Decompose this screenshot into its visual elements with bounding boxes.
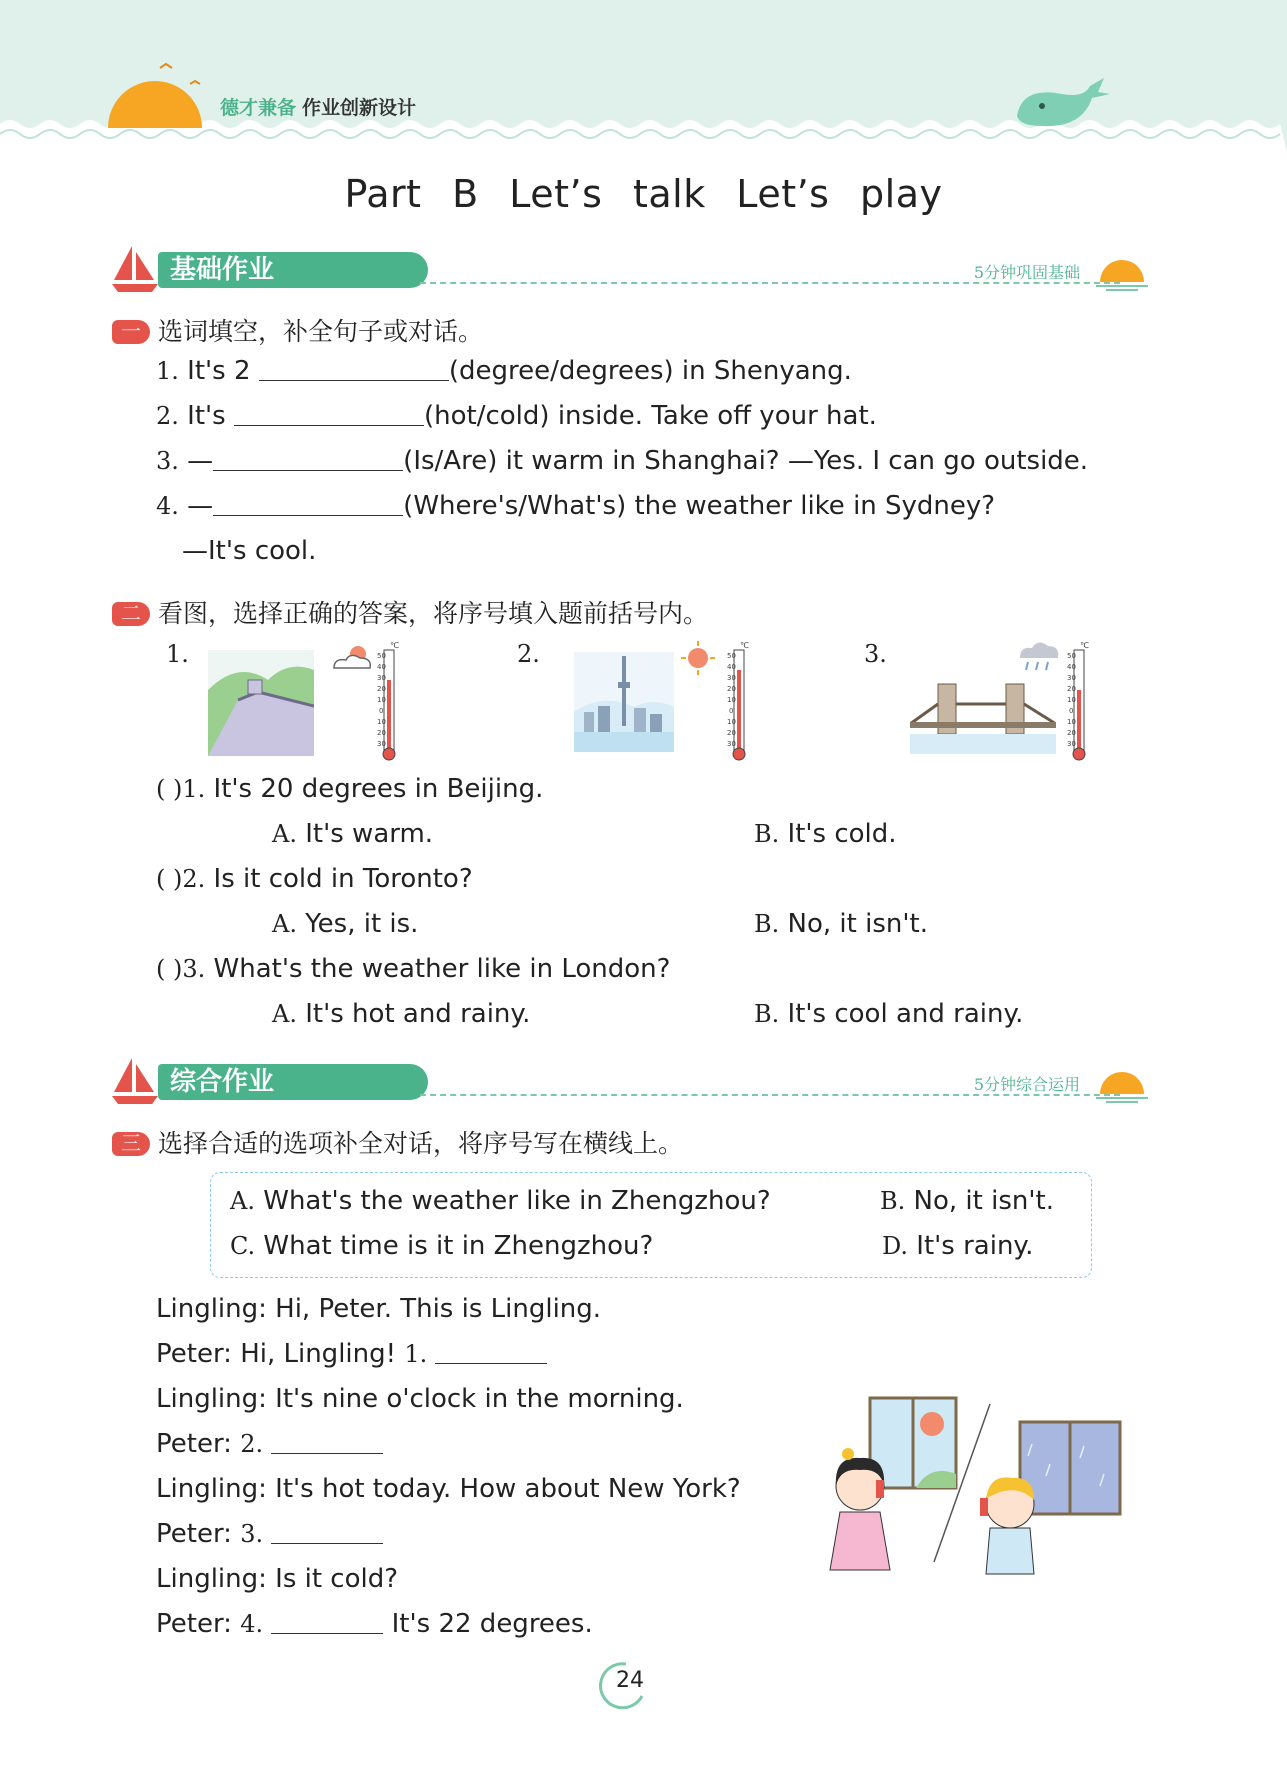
q2-q1-option-a[interactable] (272, 819, 433, 849)
svg-text:30: 30 (377, 674, 386, 682)
svg-text:30: 30 (727, 674, 736, 682)
dialogue-line-4-text: Peter: (156, 1429, 241, 1459)
section-basic-label: 基础作业 (158, 252, 428, 288)
section-basic-banner (110, 244, 1150, 304)
sun-logo-icon (100, 60, 210, 130)
q1-item-3 (156, 446, 1088, 476)
q1-item-2-number: 2. (156, 402, 179, 430)
q3-option-d (882, 1231, 1033, 1261)
great-wall-picture (208, 650, 314, 756)
sailboat-icon (110, 244, 160, 294)
q3-option-b-text: No, it isn't. (913, 1186, 1054, 1216)
q3-option-a-text: What's the weather like in Zhengzhou? (263, 1186, 771, 1216)
phone-call-illustration (820, 1394, 1130, 1580)
q1-item-2 (156, 401, 877, 431)
q2-q1-text: It's 20 degrees in Beijing. (213, 774, 544, 804)
dialogue-line-8 (156, 1609, 593, 1639)
svg-text:40: 40 (1067, 663, 1076, 671)
svg-text:20: 20 (377, 729, 386, 737)
q2-question-3 (156, 954, 670, 984)
dialogue-line-6 (156, 1519, 383, 1549)
rain-cloud-icon (1016, 636, 1062, 674)
dialogue-blank-3-number: 3. (240, 1520, 264, 1548)
svg-text:0: 0 (729, 707, 734, 715)
q1-item-4-answer: —It's cool. (182, 536, 317, 566)
svg-text:20: 20 (1067, 729, 1076, 737)
q3-option-c-letter: C. (230, 1232, 256, 1260)
svg-text:℃: ℃ (740, 641, 749, 650)
q1-instruction: 选词填空，补全句子或对话。 (158, 317, 484, 346)
page-title: Part B Let’s talk Let’s play (344, 172, 943, 216)
q1-item-2-blank[interactable] (234, 401, 424, 426)
section-basic-subtitle: 5分钟巩固基础 (973, 263, 1080, 282)
dialogue-line-2 (156, 1339, 547, 1369)
dialogue-line-7: Lingling: Is it cold? (156, 1564, 399, 1594)
q2-pic-3-number: 3. (864, 640, 887, 668)
svg-text:30: 30 (1067, 674, 1076, 682)
svg-text:10: 10 (377, 718, 386, 726)
svg-text:10: 10 (1067, 696, 1076, 704)
q1-item-3-post: (Is/Are) it warm in Shanghai? —Yes. I can go outside. (403, 446, 1089, 476)
q3-option-b (880, 1186, 1054, 1216)
q1-item-4-post: (Where's/What's) the weather like in Sydney? (403, 491, 996, 521)
sun-icon (680, 640, 716, 676)
q2-q2-option-b-letter: B. (754, 910, 780, 938)
q3-option-a-letter: A. (230, 1187, 255, 1215)
svg-text:30: 30 (377, 740, 386, 748)
q2-q3-option-b-letter: B. (754, 1000, 780, 1028)
svg-text:20: 20 (727, 729, 736, 737)
q2-question-1 (156, 774, 543, 804)
q1-item-1-blank[interactable] (259, 356, 449, 381)
svg-text:10: 10 (727, 696, 736, 704)
dialogue-blank-3[interactable] (271, 1519, 383, 1544)
q2-q3-option-a-text: It's hot and rainy. (305, 999, 531, 1029)
q3-number-badge: 三 (112, 1132, 150, 1156)
dialogue-blank-1[interactable] (435, 1339, 547, 1364)
q2-q1-option-b[interactable] (754, 819, 897, 849)
q3-option-c-text: What time is it in Zhengzhou? (263, 1231, 654, 1261)
dialogue-blank-4-number: 4. (240, 1610, 264, 1638)
dialogue-line-6-text: Peter: (156, 1519, 241, 1549)
svg-text:20: 20 (377, 685, 386, 693)
section-comprehensive-label: 综合作业 (158, 1064, 428, 1100)
dialogue-blank-1-number: 1. (404, 1340, 428, 1368)
q1-item-3-blank[interactable] (213, 446, 403, 471)
svg-text:30: 30 (727, 740, 736, 748)
q2-q2-text: Is it cold in Toronto? (213, 864, 473, 894)
q1-item-4-blank[interactable] (213, 491, 403, 516)
svg-text:30: 30 (1067, 740, 1076, 748)
svg-text:℃: ℃ (1080, 641, 1089, 650)
q1-item-1 (156, 356, 852, 386)
svg-text:0: 0 (1069, 707, 1074, 715)
svg-text:10: 10 (1067, 718, 1076, 726)
dialogue-line-1: Lingling: Hi, Peter. This is Lingling. (156, 1294, 602, 1324)
q2-q3-number: 3. (182, 955, 206, 983)
brand-black: 作业创新设计 (302, 97, 417, 119)
svg-text:20: 20 (727, 685, 736, 693)
dialogue-line-5: Lingling: It's hot today. How about New York? (156, 1474, 741, 1504)
q2-q1-option-b-letter: B. (754, 820, 780, 848)
q1-item-4-pre: — (187, 491, 214, 521)
q1-item-1-number: 1. (156, 357, 179, 385)
q1-item-1-post: (degree/degrees) in Shenyang. (448, 356, 852, 386)
q2-number-badge: 二 (112, 602, 150, 626)
q1-item-2-pre: It's (187, 401, 226, 431)
q3-option-b-letter: B. (880, 1187, 906, 1215)
q2-q3-text: What's the weather like in London? (213, 954, 671, 984)
q2-q1-option-a-text: It's warm. (305, 819, 434, 849)
svg-text:50: 50 (727, 652, 736, 660)
q2-q3-option-a-letter: A. (272, 1000, 297, 1028)
sunset-icon (1094, 252, 1150, 292)
q1-item-1-pre: It's 2 (187, 356, 251, 386)
section-comprehensive-subtitle: 5分钟综合运用 (973, 1075, 1080, 1094)
dialogue-line-2-text: Peter: Hi, Lingling! (156, 1339, 405, 1369)
q1-item-4 (156, 491, 995, 521)
q1-item-3-number: 3. (156, 447, 179, 475)
q3-option-c (230, 1231, 653, 1261)
q2-q2-paren[interactable]: ( ) (156, 865, 183, 893)
thermometer-1 (376, 640, 406, 762)
q2-q3-option-b[interactable] (754, 999, 1023, 1029)
q2-q3-paren[interactable]: ( ) (156, 955, 183, 983)
svg-text:50: 50 (377, 652, 386, 660)
sunset-icon (1094, 1064, 1150, 1104)
svg-text:10: 10 (377, 696, 386, 704)
section-comprehensive-banner (110, 1056, 1150, 1116)
q2-q2-option-b-text: No, it isn't. (787, 909, 928, 939)
svg-text:20: 20 (1067, 685, 1076, 693)
sailboat-icon (110, 1056, 160, 1106)
q3-option-d-letter: D. (882, 1232, 909, 1260)
q2-question-2 (156, 864, 473, 894)
q3-option-a (230, 1186, 771, 1216)
q1-item-4-number: 4. (156, 492, 179, 520)
tower-bridge-picture (910, 674, 1056, 754)
q3-heading (112, 1124, 683, 1160)
svg-text:40: 40 (727, 663, 736, 671)
brand-title (220, 93, 416, 120)
q2-q2-option-a[interactable] (272, 909, 418, 939)
dialogue-blank-4[interactable] (271, 1609, 383, 1634)
q2-q2-option-a-text: Yes, it is. (305, 909, 419, 939)
q2-q2-number: 2. (182, 865, 206, 893)
q2-instruction: 看图，选择正确的答案，将序号填入题前括号内。 (158, 599, 709, 628)
dialogue-line-3: Lingling: It's nine o'clock in the morning. (156, 1384, 684, 1414)
thermometer-3 (1066, 640, 1096, 762)
q1-heading (112, 312, 483, 348)
q2-q1-option-a-letter: A. (272, 820, 297, 848)
dialogue-line-4 (156, 1429, 383, 1459)
whale-icon (1012, 76, 1112, 132)
svg-text:℃: ℃ (390, 641, 399, 650)
sunny-cloudy-icon (330, 640, 376, 674)
thermometer-2 (726, 640, 756, 762)
q2-heading (112, 594, 708, 630)
q3-option-d-text: It's rainy. (916, 1231, 1034, 1261)
svg-text:50: 50 (1067, 652, 1076, 660)
q1-item-3-pre: — (187, 446, 214, 476)
q2-q3-option-b-text: It's cool and rainy. (787, 999, 1024, 1029)
q2-q3-option-a[interactable] (272, 999, 530, 1029)
svg-text:40: 40 (377, 663, 386, 671)
svg-text:0: 0 (379, 707, 384, 715)
q2-pic-1-number: 1. (166, 640, 189, 668)
q1-number-badge: 一 (112, 320, 150, 344)
q2-q2-option-b[interactable] (754, 909, 928, 939)
q2-pic-2-number: 2. (517, 640, 540, 668)
q2-q1-option-b-text: It's cold. (787, 819, 897, 849)
svg-text:10: 10 (727, 718, 736, 726)
dialogue-blank-2[interactable] (271, 1429, 383, 1454)
q1-item-2-post: (hot/cold) inside. Take off your hat. (424, 401, 877, 431)
toronto-picture (574, 652, 674, 752)
q2-q2-option-a-letter: A. (272, 910, 297, 938)
q2-q1-paren[interactable]: ( ) (156, 775, 183, 803)
q2-q1-number: 1. (182, 775, 206, 803)
dialogue-line-8-after: It's 22 degrees. (383, 1609, 593, 1639)
q3-instruction: 选择合适的选项补全对话，将序号写在横线上。 (158, 1129, 684, 1158)
brand-green: 德才兼备 (220, 97, 297, 119)
dialogue-line-8-text: Peter: (156, 1609, 241, 1639)
dialogue-blank-2-number: 2. (240, 1430, 264, 1458)
page-number: 24 (616, 1668, 644, 1693)
